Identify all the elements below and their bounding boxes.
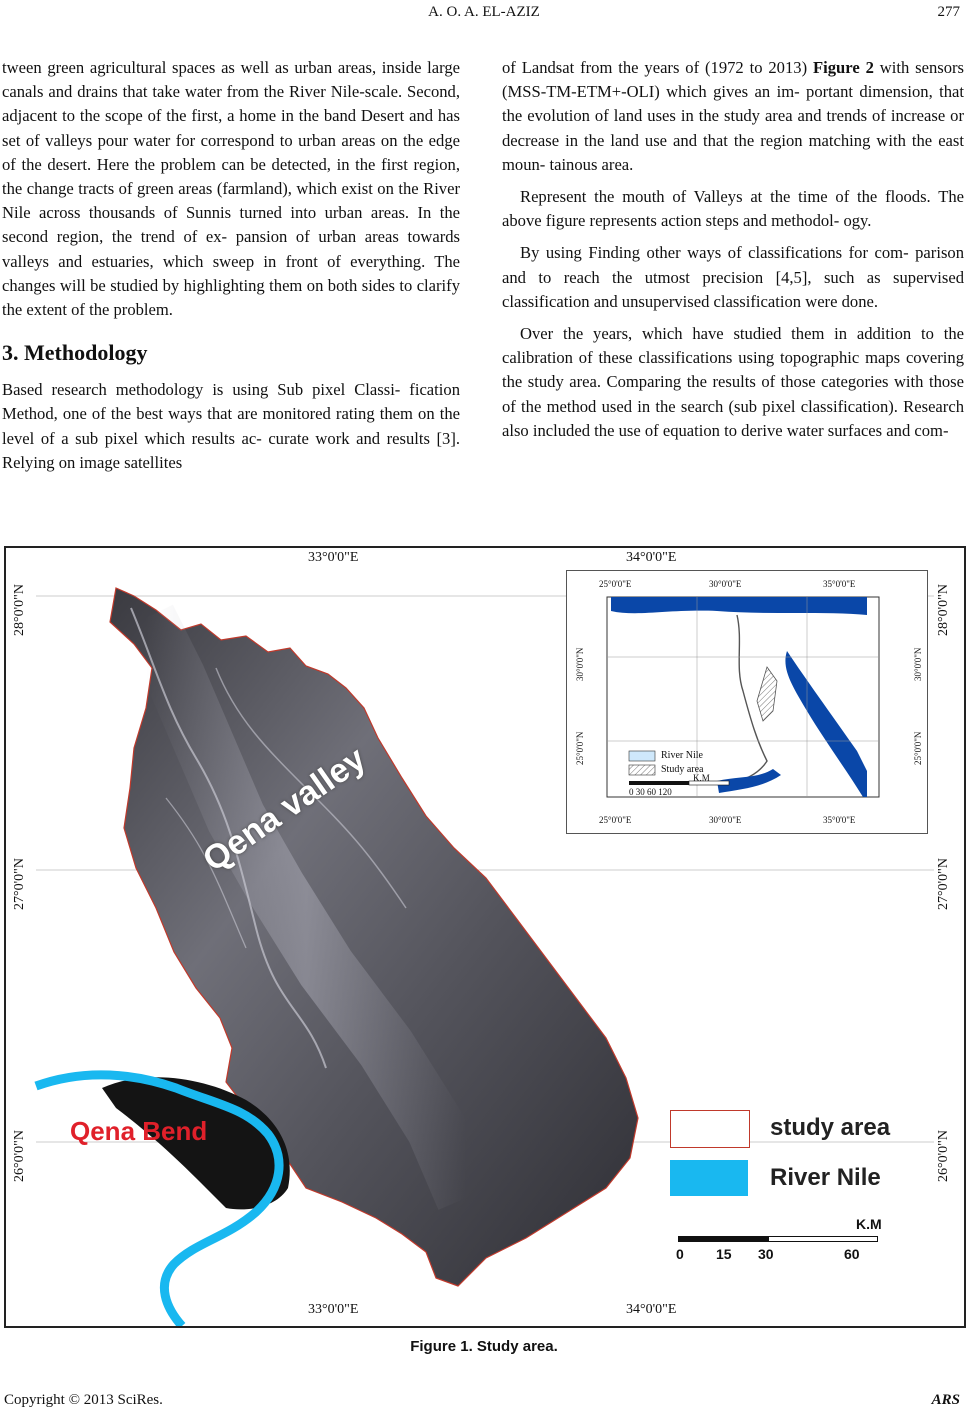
scale-tick-0: 0 [676,1246,684,1262]
scale-bar-light [768,1236,878,1242]
inset-lon-top-25: 25°0'0"E [599,579,632,589]
figure-caption: Figure 1. Study area. [410,1338,558,1355]
legend-study-area-swatch [670,1110,750,1148]
inset-scale-unit: K.M [693,773,710,783]
right-paragraph-4: Over the years, which have studied them in addition to the calibration of these classifications using topographic maps covering the study area. Comparing the results of those categories with those of the method used in the search (sub pixel classification). Research also included the use of equation to derive water surfaces and com- [502,324,964,440]
inset-legend-study-swatch [629,765,655,775]
qena-bend-label: Qena Bend [70,1116,208,1146]
scale-tick-30: 30 [758,1246,774,1262]
scale-tick-60: 60 [844,1246,860,1262]
right-paragraph-1-end: with sensors (MSS-TM-ETM+-OLI) which gives an im- portant dimension, that the evolution of land uses in the study area and trends of increase or decrease in the land use and that the region matching with the east moun- tainous area. [502,58,964,174]
legend-river-nile-swatch [670,1160,748,1196]
left-paragraph-1: tween green agricultural spaces as well as urban areas, inside large canals and drains that take water from the River Nile-scale. Second, adjacent to the scope of the first, a home in the band Desert and has set of valleys pour water for correspond to urban areas on the edge of the desert. Here the problem can be detected, in the first region, the change tracts of green areas (farmland), which exist on the River Nile across thousands of Sunnis turned into urban areas. In the second region, the trend of ex- pansion of urban areas towards valleys and estuaries, which sweep in front of everything. The changes will be studied by highlighting them on both sides to clarify the extent of the problem. [2,58,460,320]
legend-river-nile-label: River Nile [770,1164,881,1191]
lon-label-top-33: 33°0'0"E [308,550,359,565]
inset-lat-right-25: 25°0'0"N [913,731,923,765]
inset-lon-bottom-30: 30°0'0"E [709,815,742,825]
inset-lat-left-25: 25°0'0"N [575,731,585,765]
scale-unit: K.M [856,1216,882,1232]
study-area-map-figure [4,546,966,1328]
right-paragraph-1 [502,56,964,177]
inset-lon-top-30: 30°0'0"E [709,579,742,589]
lat-label-right-27: 27°0'0"N [936,858,951,910]
running-head-author: A. O. A. EL-AZIZ [428,4,540,20]
inset-lon-bottom-25: 25°0'0"E [599,815,632,825]
scale-bar-dark [678,1236,768,1242]
inset-legend-river-swatch [629,751,655,761]
right-paragraph-3: By using Finding other ways of classifications for com- parison and to reach the utmost precision [4,5], such as supervised classification and unsupervised classification were done. [502,243,964,311]
inset-map-graphic [567,571,927,833]
map-legend [670,1108,930,1218]
lat-label-left-27: 27°0'0"N [12,858,27,910]
lon-label-bottom-33: 33°0'0"E [308,1302,359,1317]
lon-label-top-34: 34°0'0"E [626,550,677,565]
inset-lat-left-30: 30°0'0"N [575,647,585,681]
scale-bar [676,1216,888,1270]
lat-label-right-28: 28°0'0"N [936,584,951,636]
right-paragraph-1-start: of Landsat from the years of (1972 to 2013) [502,58,813,77]
journal-abbrev: ARS [931,1392,960,1408]
inset-lat-right-30: 30°0'0"N [913,647,923,681]
inset-scale-bar [629,781,689,785]
qena-valley-label: Qena valley [196,739,373,880]
egypt-inset-map [566,570,928,834]
copyright-text: Copyright © 2013 SciRes. [4,1392,163,1408]
legend-study-area-label: study area [770,1114,891,1141]
inset-scale-text: 0 30 60 120 [629,787,672,797]
page-number: 277 [937,4,960,20]
lat-label-left-26: 26°0'0"N [12,1130,27,1182]
right-column [502,56,964,451]
figure-reference-link[interactable]: Figure 2 [812,58,874,77]
left-column [2,56,460,483]
left-paragraph-2: Based research methodology is using Sub pixel Classi- fication Method, one of the best ways that are monitored rating them on the level of a sub pixel which results ac- curate work and results [3]. Relying on image satellites [2,380,460,472]
page-footer [4,1392,960,1409]
right-paragraph-2: Represent the mouth of Valleys at the time of the floods. The above figure represents action steps and methodol- ogy. [502,187,964,231]
scale-tick-15: 15 [716,1246,732,1262]
section-heading: 3. Methodology [2,340,148,366]
inset-legend-study-label: Study area [661,764,704,775]
inset-lon-top-35: 35°0'0"E [823,579,856,589]
inset-lon-bottom-35: 35°0'0"E [823,815,856,825]
lat-label-right-26: 26°0'0"N [936,1130,951,1182]
inset-legend-river-label: River Nile [661,750,703,761]
lon-label-bottom-34: 34°0'0"E [626,1302,677,1317]
lat-label-left-28: 28°0'0"N [12,584,27,636]
page-header [0,4,968,24]
